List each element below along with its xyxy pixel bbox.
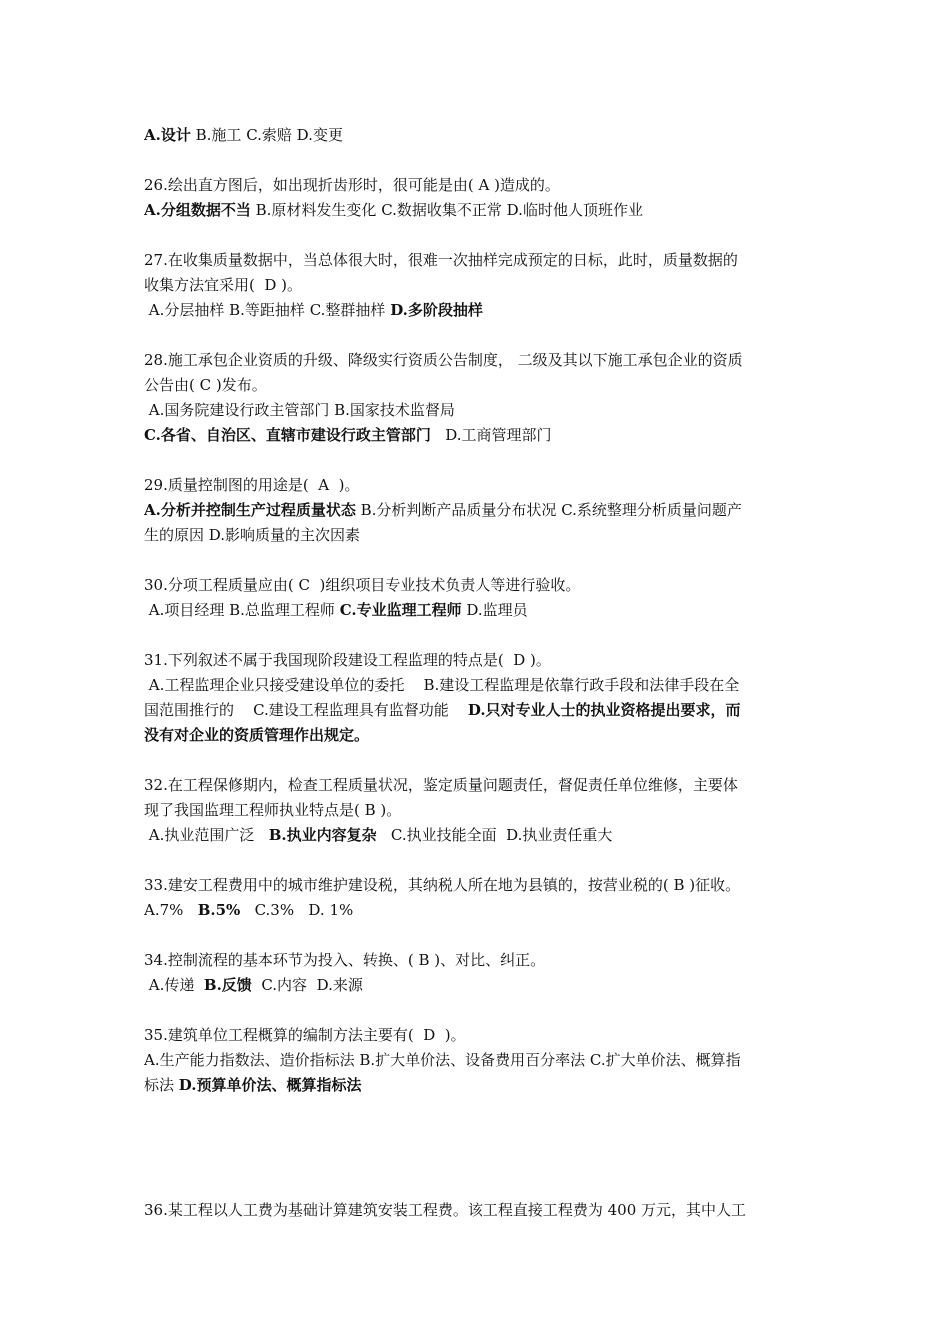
q29-stem: 29.质量控制图的用途是( A )。 [144,476,360,494]
q33-option-a: A.7% [144,901,198,919]
q28-options-line2 [144,423,810,448]
q31-options-before: 国范围推行的 C.建设工程监理具有监督功能 [144,701,468,719]
q25-other-options: B.施工 C.索赔 D.变更 [190,126,343,144]
q25-options [144,123,810,148]
q34-options [144,973,810,998]
q33-answer-b: B.5% [197,901,241,919]
q29-options-line1 [144,498,810,523]
q32-answer-b: B.执业内容复杂 [268,826,377,844]
q35-stem: 35.建筑单位工程概算的编制方法主要有( D )。 [144,1026,466,1044]
q26-answer-a: A.分组数据不当 [144,201,251,219]
q31-answer-d-part1: D.只对专业人士的执业资格提出要求，而 [467,701,741,719]
q35-options-line2 [144,1073,810,1098]
q25-answer-a: A.设计 [144,126,191,144]
q32-stem-line1: 32.在工程保修期内，检查工程质量状况，鉴定质量问题责任，督促责任单位维修，主要体 [144,776,738,794]
q27-stem-line1: 27.在收集质量数据中，当总体很大时，很难一次抽样完成预定的日标，此时，质量数据的 [144,251,738,269]
q30-options-before: A.项目经理 B.总监理工程师 [144,601,340,619]
q32-stem-line2: 现了我国监理工程师执业特点是( B )。 [144,801,402,819]
q32-options [144,823,810,848]
q31-options-line2 [144,698,810,723]
q34-stem: 34.控制流程的基本环节为投入、转换、( B )、对比、纠正。 [144,951,546,969]
q33-stem: 33.建安工程费用中的城市维护建设税，其纳税人所在地为县镇的，按营业税的( B )征收。 [144,876,741,894]
q27-answer-d: D.多阶段抽样 [390,301,483,319]
q31-answer-d-part2: 没有对企业的资质管理作出规定。 [144,726,370,744]
q26-stem: 26.绘出直方图后，如出现折齿形时，很可能是由( A )造成的。 [144,176,560,194]
q31-options-line1: A.工程监理企业只接受建设单位的委托 B.建设工程监理是依靠行政手段和法律手段在全 [144,676,740,694]
q33-options [144,898,810,923]
q27-options [144,298,810,323]
q35-options-before: 标法 [144,1076,179,1094]
q33-other-options: C.3% D. 1% [240,901,354,919]
q28-option-d: D.工商管理部门 [430,426,552,444]
q35-options-line1: A.生产能力指数法、造价指标法 B.扩大单价法、设备费用百分率法 C.扩大单价法、概算指 [144,1051,741,1069]
q34-answer-b: B.反馈 [203,976,252,994]
q30-options [144,598,810,623]
q29-other-options: B.分析判断产品质量分布状况 C.系统整理分析质量问题产 [355,501,742,519]
q35-answer-d: D.预算单价法、概算指标法 [178,1076,362,1094]
q28-options-line1: A.国务院建设行政主管部门 B.国家技术监督局 [144,401,455,419]
q34-other-options: C.内容 D.来源 [251,976,363,994]
q32-other-options: C.执业技能全面 D.执业责任重大 [376,826,613,844]
q26-options [144,198,810,223]
q32-option-a: A.执业范围广泛 [144,826,269,844]
q30-answer-c: C.专业监理工程师 [339,601,462,619]
q30-stem: 30.分项工程质量应由( C )组织项目专业技术负责人等进行验收。 [144,576,581,594]
q30-option-d: D.监理员 [461,601,528,619]
q27-other-options: A.分层抽样 B.等距抽样 C.整群抽样 [144,301,391,319]
q27-stem-line2: 收集方法宜采用( D )。 [144,276,303,294]
q29-options-line2: 生的原因 D.影响质量的主次因素 [144,526,361,544]
q26-other-options: B.原材料发生变化 C.数据收集不正常 D.临时他人顶班作业 [250,201,643,219]
document-page [144,123,810,1223]
q31-stem: 31.下列叙述不属于我国现阶段建设工程监理的特点是( D )。 [144,651,551,669]
q34-option-a: A.传递 [144,976,204,994]
q28-stem-line2: 公告由( C )发布。 [144,376,267,394]
q28-stem-line1: 28.施工承包企业资质的升级、降级实行资质公告制度， 二级及其以下施工承包企业的资质 [144,351,743,369]
q28-answer-c: C.各省、自治区、直辖市建设行政主管部门 [144,426,431,444]
q29-answer-a: A.分析并控制生产过程质量状态 [144,501,356,519]
q36-stem: 36.某工程以人工费为基础计算建筑安装工程费。该工程直接工程费为 400 万元，其中人工 [144,1201,747,1219]
